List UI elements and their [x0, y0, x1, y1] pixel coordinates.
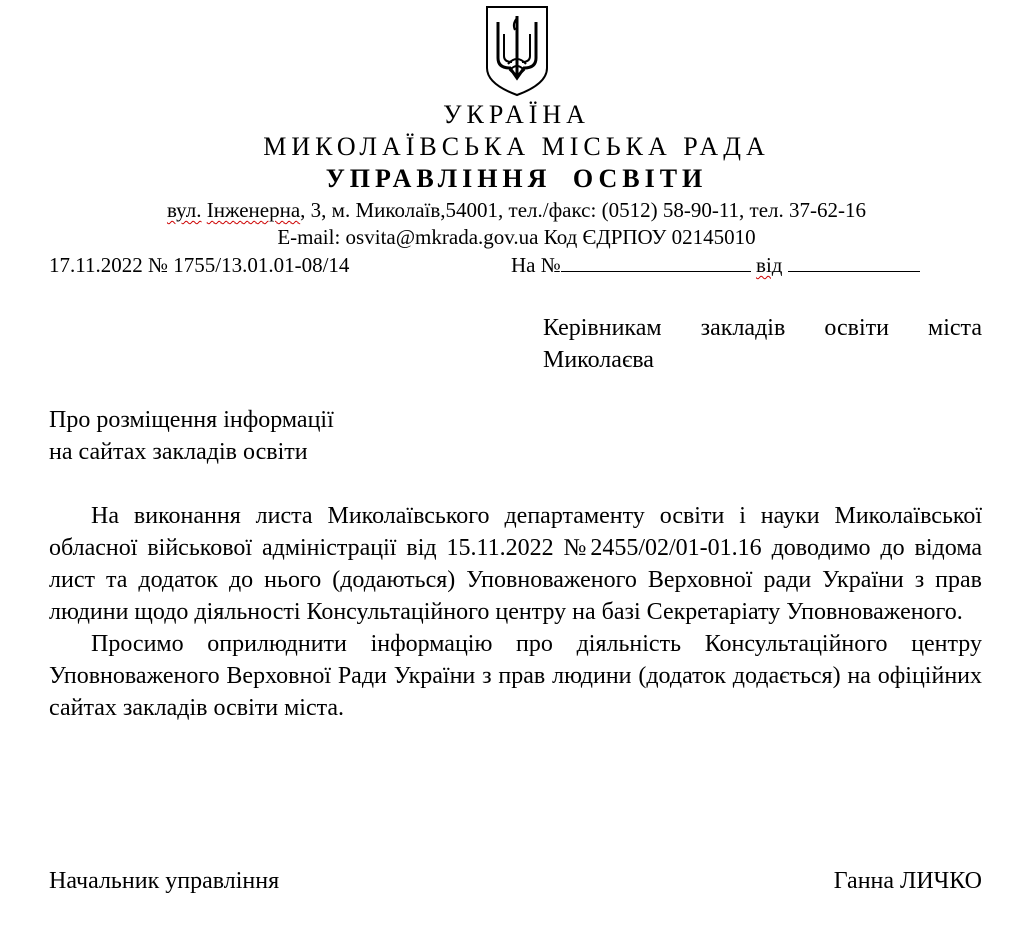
address-line [0, 198, 1033, 223]
reply-from-label: від [756, 253, 783, 277]
contacts-line: E-mail: osvita@mkrada.gov.ua Код ЄДРПОУ 02145010 [277, 225, 756, 249]
country-name: УКРАЇНА [443, 100, 590, 129]
signatory-name: Ганна ЛИЧКО [833, 868, 982, 894]
signatory-position: Начальник управління [49, 868, 280, 894]
address-street-name: Інженерна [206, 198, 301, 222]
address-rest: , 3, м. Миколаїв,54001, тел./факс: (0512) 58-90-11, тел. 37-62-16 [300, 198, 866, 222]
subject-line-1: Про розміщення інформації [49, 407, 334, 433]
address-street-abbr: вул. [166, 198, 202, 222]
council-name: МИКОЛАЇВСЬКА МІСЬКА РАДА [263, 132, 770, 161]
reply-date-blank [788, 253, 920, 272]
addressee-line-1: Керівникам закладів освіти міста [543, 315, 982, 341]
outgoing-date-number: 17.11.2022 № 1755/13.01.01-08/14 [49, 253, 350, 277]
letter-body [49, 500, 982, 724]
body-paragraph-1: На виконання листа Миколаївського департаменту освіти і науки Миколаївської обласної військової адміністрації від 15.11.2022 №2455/02/01-01.16 доводимо до відома лист та додаток до нього (додаються) Уповноваженого Верховної ради України з прав людини щодо діяльності Консультаційного центру на базі Секретаріату Уповноваженого. [49, 503, 982, 625]
letter-subject [49, 404, 334, 468]
reply-number-label: На № [511, 253, 561, 277]
body-paragraph-2: Просимо оприлюднити інформацію про діяльність Консультаційного центру Уповноваженого Верховної Ради України з прав людини (додаток додається) на офіційних сайтах закладів освіти міста. [49, 631, 982, 721]
reply-number-blank [561, 253, 751, 272]
coat-of-arms-emblem [484, 4, 550, 98]
addressee-line-2: Миколаєва [543, 347, 654, 373]
addressee [543, 312, 982, 376]
reply-reference [511, 253, 920, 278]
subject-line-2: на сайтах закладів освіти [49, 439, 308, 465]
department-name: УПРАВЛІННЯ ОСВІТИ [325, 164, 708, 193]
